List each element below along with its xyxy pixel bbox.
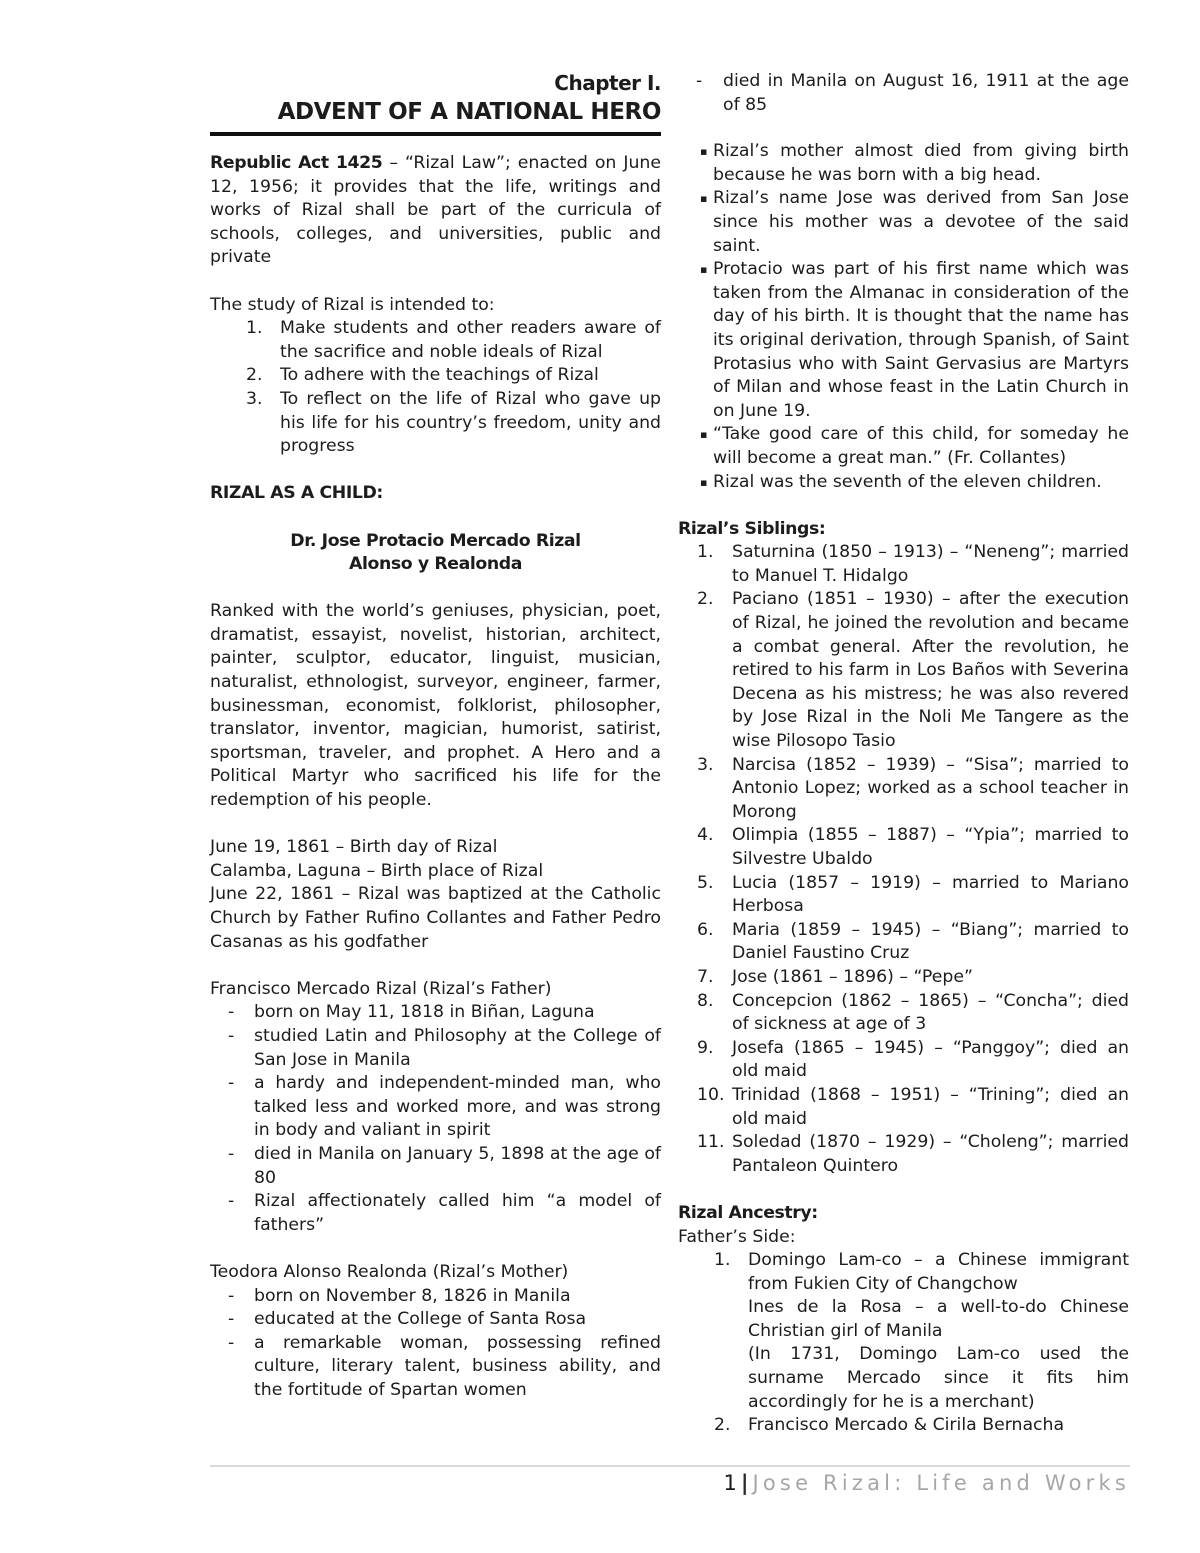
father-list — [210, 1001, 661, 1237]
republic-act-paragraph — [210, 152, 661, 270]
footer-separator: | — [740, 1471, 749, 1495]
fullname-line-1: Dr. Jose Protacio Mercado Rizal — [290, 530, 581, 551]
list-item — [678, 588, 1129, 753]
list-number: 3. — [246, 388, 263, 409]
siblings-heading: Rizal’s Siblings: — [678, 518, 826, 539]
fullname-line-2: Alonso y Realonda — [349, 554, 522, 575]
right-column — [678, 70, 1129, 1438]
bullet-item — [678, 187, 1129, 258]
facts-list — [678, 140, 1129, 494]
square-bullet-icon: ▪ — [700, 145, 708, 159]
list-number: 7. — [697, 966, 714, 987]
footer-title: Jose Rizal: Life and Works — [752, 1471, 1130, 1495]
mother-heading: Teodora Alonso Realonda (Rizal’s Mother) — [210, 1261, 569, 1282]
list-text: born on November 8, 1826 in Manila — [254, 1285, 571, 1306]
list-text: Maria (1859 – 1945) – “Biang”; married to Daniel Faustino Cruz — [732, 919, 1129, 964]
list-number: 4. — [697, 825, 714, 846]
baptism-text: June 22, 1861 – Rizal was baptized at the Catholic Church by Father Rufino Collantes and Father Pedro Casanas as his godfather — [210, 884, 661, 952]
bullet-item — [678, 423, 1129, 470]
birth-place: Calamba, Laguna – Birth place of Rizal — [210, 860, 544, 881]
dash-marker: - — [696, 71, 703, 91]
bullet-text: Protacio was part of his first name which was taken from the Almanac in consideration of the day of his birth. It is thought that the name has its original derivation, through Spanish, of Saint Protasius who with Saint Gervasius are Martyrs of Milan and whose feast in the Latin Church in on June 19. — [713, 259, 1129, 421]
republic-act-term: Republic Act 1425 — [210, 153, 383, 173]
dash-marker: - — [228, 1332, 235, 1353]
list-number: 2. — [714, 1415, 731, 1436]
list-item — [210, 1025, 661, 1072]
list-item — [210, 1332, 661, 1403]
list-text: Josefa (1865 – 1945) – “Panggoy”; died an old maid — [732, 1037, 1129, 1082]
chapter-label: Chapter I. — [554, 71, 661, 95]
birth-day: June 19, 1861 – Birth day of Rizal — [210, 837, 498, 858]
list-number: 2. — [246, 365, 263, 386]
square-bullet-icon: ▪ — [700, 263, 708, 277]
list-text: died in Manila on January 5, 1898 at the age of 80 — [254, 1143, 661, 1188]
study-list — [210, 317, 661, 459]
list-item — [678, 1084, 1129, 1131]
dash-marker: - — [228, 1025, 235, 1046]
list-number: 11. — [697, 1132, 725, 1153]
list-text: Paciano (1851 – 1930) – after the execution of Rizal, he joined the revolution and became a combat general. After the revolution, he retired to his farm in Los Baños with Severina Decena as his mistress; he was also revered by Jose Rizal in the Noli Me Tangere as the wise Pilosopo Tasio — [732, 589, 1129, 752]
dash-marker: - — [228, 1285, 235, 1306]
list-item — [678, 1131, 1129, 1178]
bullet-text: “Take good care of this child, for someday he will become a great man.” (Fr. Collantes) — [713, 424, 1129, 468]
list-item — [678, 966, 1129, 990]
list-item — [210, 1285, 661, 1309]
list-text: To adhere with the teachings of Rizal — [280, 365, 599, 386]
list-text: Olimpia (1855 – 1887) – “Ypia”; married to Silvestre Ubaldo — [732, 825, 1129, 869]
list-item — [678, 1249, 1129, 1414]
bullet-text: Rizal’s name Jose was derived from San Jose since his mother was a devotee of the said saint. — [713, 188, 1129, 256]
list-text: To reflect on the life of Rizal who gave up his life for his country’s freedom, unity and progress — [280, 388, 661, 457]
list-text: educated at the College of Santa Rosa — [254, 1309, 587, 1330]
list-text: studied Latin and Philosophy at the College of San Jose in Manila — [254, 1025, 661, 1070]
dash-marker: - — [228, 1002, 235, 1023]
dash-marker: - — [228, 1191, 235, 1212]
list-item — [678, 70, 1129, 117]
bullet-text: Rizal was the seventh of the eleven children. — [713, 471, 1102, 492]
list-number: 6. — [697, 919, 714, 940]
left-column — [210, 70, 661, 1402]
study-intro: The study of Rizal is intended to: — [210, 294, 495, 315]
bullet-item — [678, 471, 1129, 495]
list-text: born on May 11, 1818 in Biñan, Laguna — [254, 1002, 595, 1023]
list-text: Concepcion (1862 – 1865) – “Concha”; died of sickness at age of 3 — [732, 990, 1129, 1035]
square-bullet-icon: ▪ — [700, 475, 708, 489]
list-number: 5. — [697, 872, 714, 893]
list-item — [678, 754, 1129, 825]
list-item — [678, 541, 1129, 588]
list-text: a hardy and independent-minded man, who talked less and worked more, and was strong in body and valiant in spirit — [254, 1073, 661, 1141]
chapter-title: ADVENT OF A NATIONAL HERO — [277, 99, 661, 125]
list-item — [678, 824, 1129, 871]
list-text: Francisco Mercado & Cirila Bernacha — [748, 1415, 1065, 1436]
bullet-item — [678, 258, 1129, 423]
list-item — [210, 1190, 661, 1237]
bullet-text: Rizal’s mother almost died from giving birth because he was born with a big head. — [713, 141, 1129, 185]
list-number: 1. — [714, 1250, 731, 1271]
ancestry-line: (In 1731, Domingo Lam-co used the surname Mercado since it fits him accordingly for he is a merchant) — [748, 1344, 1129, 1412]
square-bullet-icon: ▪ — [700, 192, 708, 206]
dash-marker: - — [228, 1143, 235, 1164]
fathers-side-label: Father’s Side: — [678, 1226, 796, 1247]
list-text: a remarkable woman, possessing refined culture, literary talent, business ability, and the fortitude of Spartan women — [254, 1332, 661, 1400]
page-footer — [210, 1469, 1130, 1497]
page-number: 1 — [723, 1471, 737, 1495]
child-heading: RIZAL AS A CHILD: — [210, 483, 383, 504]
ancestry-line: Ines de la Rosa – a well-to-do Chinese Christian girl of Manila — [748, 1297, 1129, 1341]
footer-divider — [210, 1465, 1130, 1467]
list-item — [210, 1001, 661, 1025]
list-item — [678, 990, 1129, 1037]
father-heading: Francisco Mercado Rizal (Rizal’s Father) — [210, 978, 552, 999]
ancestry-heading: Rizal Ancestry: — [678, 1202, 818, 1223]
list-number: 2. — [697, 589, 714, 610]
square-bullet-icon: ▪ — [700, 428, 708, 442]
list-number: 3. — [697, 754, 714, 775]
list-item — [210, 388, 661, 459]
list-text: Trinidad (1868 – 1951) – “Trining”; died an old maid — [732, 1084, 1129, 1129]
list-item — [678, 872, 1129, 919]
list-item — [678, 1414, 1129, 1438]
bullet-item — [678, 140, 1129, 187]
ranked-paragraph: Ranked with the world’s geniuses, physician, poet, dramatist, essayist, novelist, historian, architect, painter, sculptor, educator, linguist, musician, naturalist, ethnologist, surveyor, engineer, farmer, businessman, economist, folklorist, philosopher, translator, inventor, magician, humorist, satirist, sportsman, traveler, and prophet. A Hero and a Political Martyr who sacrificed his life for the redemption of his people. — [210, 601, 661, 811]
list-text: Lucia (1857 – 1919) – married to Mariano Herbosa — [732, 872, 1129, 917]
list-number: 1. — [246, 318, 263, 339]
republic-act-text: – “Rizal Law”; enacted on June 12, 1956; it provides that the life, writings and works of Rizal shall be part of the curricula of schools, colleges, and universities, public and private — [210, 153, 661, 268]
list-text: Jose (1861 – 1896) – “Pepe” — [732, 966, 973, 987]
list-item — [678, 919, 1129, 966]
list-item — [210, 317, 661, 364]
dash-marker: - — [228, 1073, 235, 1094]
list-text: Rizal affectionately called him “a model of fathers” — [254, 1191, 661, 1235]
ancestry-line: Domingo Lam-co – a Chinese immigrant from Fukien City of Changchow — [748, 1250, 1129, 1294]
list-text: Narcisa (1852 – 1939) – “Sisa”; married to Antonio Lopez; worked as a school teacher in Morong — [732, 754, 1129, 822]
list-number: 8. — [697, 990, 714, 1011]
list-item — [210, 1143, 661, 1190]
list-text: died in Manila on August 16, 1911 at the age of 85 — [723, 71, 1129, 115]
list-text: Soledad (1870 – 1929) – “Choleng”; married Pantaleon Quintero — [732, 1132, 1129, 1176]
mother-list — [210, 1285, 661, 1403]
list-number: 10. — [697, 1084, 725, 1105]
title-rule — [210, 132, 661, 136]
list-text: Saturnina (1850 – 1913) – “Neneng”; married to Manuel T. Hidalgo — [732, 542, 1129, 586]
list-number: 1. — [697, 542, 714, 563]
dash-marker: - — [228, 1309, 235, 1330]
list-item — [210, 1072, 661, 1143]
list-item — [210, 364, 661, 388]
list-number: 9. — [697, 1037, 714, 1058]
list-item — [678, 1037, 1129, 1084]
list-item — [210, 1308, 661, 1332]
list-text: Make students and other readers aware of the sacrifice and noble ideals of Rizal — [280, 318, 661, 362]
siblings-list — [678, 541, 1129, 1178]
